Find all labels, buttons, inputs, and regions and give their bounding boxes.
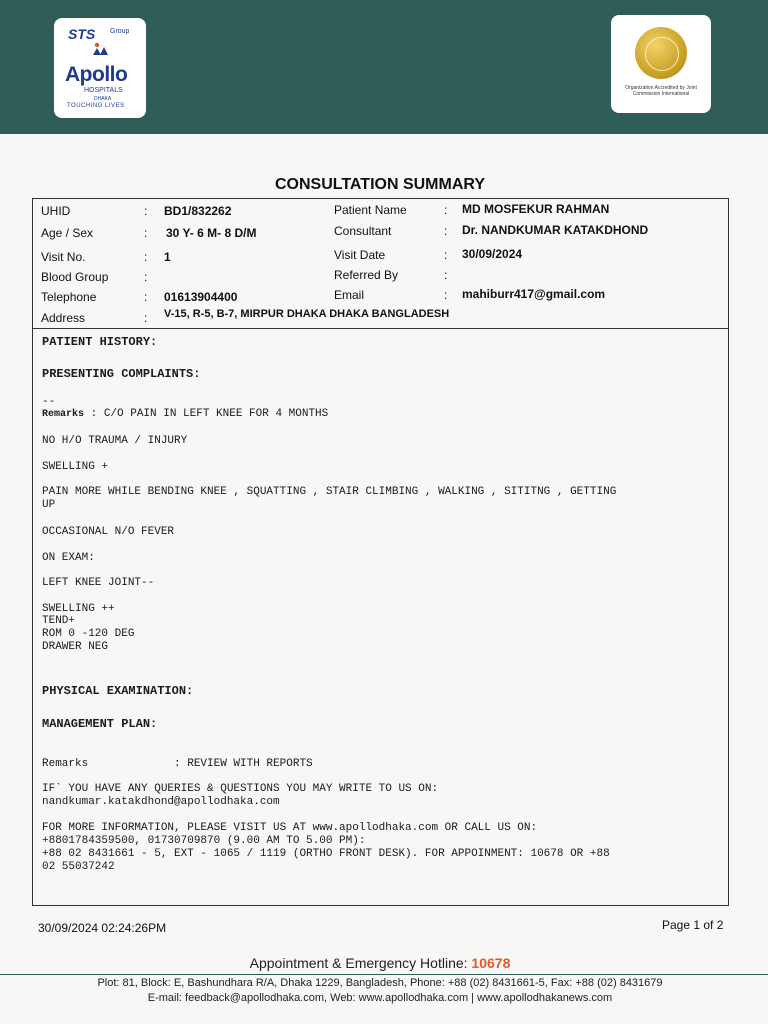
header-band xyxy=(0,0,768,134)
physical-examination-heading: PHYSICAL EXAMINATION: xyxy=(42,684,194,698)
colon: : xyxy=(444,203,448,217)
history-line: LEFT KNEE JOINT-- xyxy=(42,577,155,589)
visit-date-value: 30/09/2024 xyxy=(462,247,523,261)
apollo-tagline: TOUCHING LIVES xyxy=(67,103,125,109)
print-datetime: 30/09/2024 02:24:26PM xyxy=(38,921,167,935)
visit-no-value: 1 xyxy=(164,250,171,264)
query-line: IF` YOU HAVE ANY QUERIES & QUESTIONS YOU MAY WRITE TO US ON: xyxy=(42,783,439,795)
history-line: NO H/O TRAUMA / INJURY xyxy=(42,435,188,447)
history-line: OCCASIONAL N/O FEVER xyxy=(42,526,175,538)
consultant-label: Consultant xyxy=(334,224,392,238)
apollo-city-text: DHAKA xyxy=(94,96,112,102)
colon: : xyxy=(144,250,148,264)
presenting-complaints-heading: PRESENTING COMPLAINTS: xyxy=(42,367,201,381)
footer-address: Plot: 81, Block: E, Bashundhara R/A, Dhaka 1229, Bangladesh, Phone: +88 (02) 8431661-5, Fax: +88 (02) 8431679 xyxy=(97,977,663,989)
colon: : xyxy=(444,248,448,262)
exam-line: DRAWER NEG xyxy=(42,641,109,653)
colon: : xyxy=(444,268,448,282)
management-plan-heading: MANAGEMENT PLAN: xyxy=(42,717,158,731)
gold-seal-icon xyxy=(635,27,687,79)
sts-group-text: Group xyxy=(110,28,130,35)
uhid-value: BD1/832262 xyxy=(164,204,232,218)
accreditation-caption: Organization Accredited by Joint Commission International xyxy=(625,85,697,97)
colon: : xyxy=(144,290,148,304)
apollo-hospitals-text: HOSPITALS xyxy=(84,87,123,94)
colon: : xyxy=(144,204,148,218)
age-sex-value: 30 Y- 6 M- 8 D/M xyxy=(166,226,257,240)
visit-date-label: Visit Date xyxy=(334,248,386,262)
history-line: SWELLING + xyxy=(42,461,109,473)
info-line: FOR MORE INFORMATION, PLEASE VISIT US AT www.apollodhaka.com OR CALL US ON: xyxy=(42,822,538,834)
jci-accreditation-logo xyxy=(611,15,711,113)
address-value: V-15, R-5, B-7, MIRPUR DHAKA DHAKA BANGLADESH xyxy=(164,308,450,320)
exam-line: SWELLING ++ xyxy=(42,603,115,615)
colon: : xyxy=(144,311,148,325)
apollo-emblem-icon xyxy=(92,42,108,56)
page-number: Page 1 of 2 xyxy=(662,918,724,932)
info-line: 02 55037242 xyxy=(42,861,115,873)
info-divider xyxy=(32,328,729,329)
colon: : xyxy=(144,226,148,240)
footer-divider xyxy=(0,974,768,975)
referred-by-label: Referred By xyxy=(334,268,399,282)
telephone-label: Telephone xyxy=(41,290,97,304)
hotline xyxy=(0,955,760,971)
history-line: PAIN MORE WHILE BENDING KNEE , SQUATTING , STAIR CLIMBING , WALKING , SITITNG , GETTING xyxy=(42,486,617,498)
info-line: +8801784359500, 01730709870 (9.00 AM TO 5.00 PM): xyxy=(42,835,366,847)
history-line: UP xyxy=(42,499,56,511)
patient-name-label: Patient Name xyxy=(334,203,407,217)
dash-line: -- xyxy=(42,396,56,408)
patient-history-heading: PATIENT HISTORY: xyxy=(42,335,158,349)
apollo-logo xyxy=(54,18,146,118)
remarks-text: : C/O PAIN IN LEFT KNEE FOR 4 MONTHS xyxy=(84,408,329,420)
info-line: +88 02 8431661 - 5, EXT - 1065 / 1119 (ORTHO FRONT DESK). FOR APPOINMENT: 10678 OR +88 xyxy=(42,848,610,860)
query-email: nandkumar.katakdhond@apollodhaka.com xyxy=(42,796,280,808)
apollo-wordmark: Apollo xyxy=(65,63,128,86)
colon: : xyxy=(444,288,448,302)
page-title: CONSULTATION SUMMARY xyxy=(274,176,486,193)
hotline-number: 10678 xyxy=(471,955,511,971)
uhid-label: UHID xyxy=(41,204,71,218)
email-value: mahiburr417@gmail.com xyxy=(462,287,606,301)
remarks-label: Remarks xyxy=(42,409,85,420)
history-line: ON EXAM: xyxy=(42,552,95,564)
colon: : xyxy=(444,224,448,238)
sts-logo-text: STS xyxy=(68,26,96,42)
age-sex-label: Age / Sex xyxy=(41,226,94,240)
footer-contact: E-mail: feedback@apollodhaka.com, Web: www.apollodhaka.com | www.apollodhakanews.com xyxy=(147,992,613,1004)
patient-name-value: MD MOSFEKUR RAHMAN xyxy=(462,202,610,216)
management-remarks: Remarks : REVIEW WITH REPORTS xyxy=(42,758,313,770)
colon: : xyxy=(144,270,148,284)
email-label: Email xyxy=(334,288,365,302)
consultant-value: Dr. NANDKUMAR KATAKDHOND xyxy=(462,223,649,237)
exam-line: ROM 0 -120 DEG xyxy=(42,628,135,640)
blood-group-label: Blood Group xyxy=(41,270,109,284)
exam-line: TEND+ xyxy=(42,615,76,627)
address-label: Address xyxy=(41,311,86,325)
visit-no-label: Visit No. xyxy=(41,250,86,264)
hotline-label: Appointment & Emergency Hotline: xyxy=(249,955,472,971)
remarks-line xyxy=(42,408,328,422)
telephone-value: 01613904400 xyxy=(164,290,238,304)
